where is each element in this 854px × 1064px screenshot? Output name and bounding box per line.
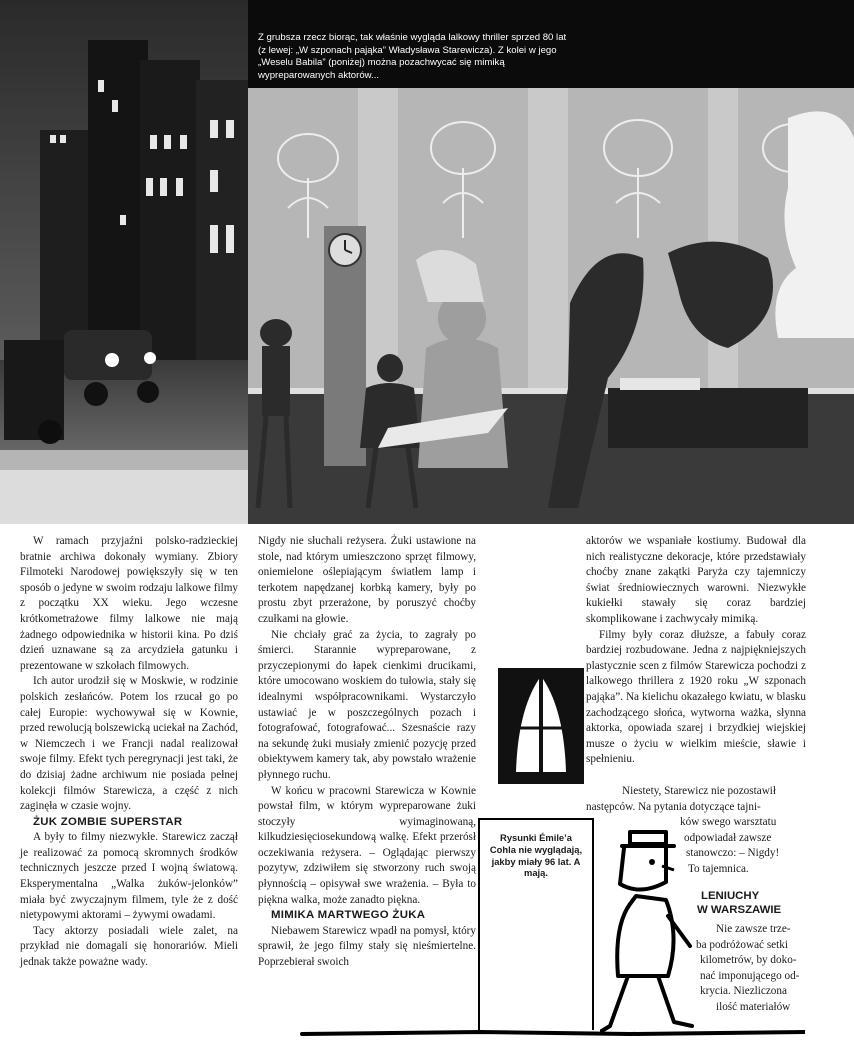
text-line: kilometrów, by doko- [700, 954, 797, 967]
paragraph: aktorów we wspaniałe kostiumy. Budował dla nich realistyczne dekoracje, które przedstawiały choćby znane zakątki Paryża czy tajemniczy świat średniowiecznych warowni. Niezwykłe kukiełki stawały się coraz bardziej skomplikowane i zachwycały mimiką. [586, 535, 806, 625]
text-line: stanowczo: – Nigdy! [686, 847, 780, 860]
text-line: ków swego warsztatu [680, 816, 777, 829]
section-heading: MIMIKA MARTWEGO ŻUKA [271, 909, 426, 922]
text-line: ba podróżować setki [696, 938, 788, 951]
article-column-2 [258, 534, 476, 971]
article-column-3 [586, 534, 806, 768]
paragraph: Filmy były coraz dłuższe, a fabuły coraz bardziej rozbudowane. Jedna z najpiękniejszych plastycznie scen z filmów Starewicza pochodzi z lalkowego thrillera z 1920 roku „W szponach pająka”. Na kielichu okazałego kwiatu, w blasku zachodzącego słońca, wytworna ważka, słynna aktorka, opowiada szarej i brzydkiej wiejskiej musze o życiu w wielkim mieście, sławie i spełnieniu. [586, 628, 806, 766]
walking-man-drawing [600, 826, 720, 1036]
text-line: To tajemnica. [688, 862, 749, 875]
text-line: następców. Na pytania dotyczące tajni- [586, 800, 761, 813]
paragraph: Niebawem Starewicz wpadł na pomysł, który sprawił, że jego filmy stały się nieśmiertelne. Poprzebierał swoich [258, 924, 476, 969]
paragraph: Nigdy nie słuchali reżysera. Żuki ustawione na stole, nad którym umieszczono sprzęt filmowy, oniemielone oślepiającym światłem lamp i terkotem napędzanej korbką kamery, były po prostu zbyt przerażone, by poruszyć choćby czułkami na głowie. [258, 535, 476, 625]
text-line: krycia. Niezliczona [700, 985, 787, 998]
drawing-note-box [478, 818, 594, 1030]
section-heading: ŻUK ZOMBIE SUPERSTAR [33, 815, 183, 828]
paragraph: Ich autor urodził się w Moskwie, w rodzinie polskich zesłańców. Potem los rzucał go po całej Europie: wychowywał się w Kownie, przed rewolucją bolszewicką uciekał na Zachód, w Niemczech i we Francji nadal realizował swoje filmy. Efekt tych peregrynacji jest taki, że do dzisiaj żadne archiwum nie posiada pełnej kolekcji filmów Starewicza, a część z nich zaginęła w czasie wojny. [20, 675, 238, 813]
paragraph: W końcu w pracowni Starewicza w Kownie powstał film, w którym wypreparowane żuki stoczyły wyimaginowaną, kilkudziesięciosekundową walkę. Efekt przerósł oczekiwania reżysera. – Oglądając pierwszy pozytyw, zdziwiłem się stworzony ruch swoją płynnością – opisywał swe wrażenia. – Była to piękna walka, może zanadto piękna. [258, 784, 476, 906]
text-line: odpowiadał zawsze [684, 831, 772, 844]
curtain-window-drawing [498, 668, 584, 784]
ground-line-drawing [300, 1024, 805, 1048]
photo-night-street [0, 0, 248, 524]
drawing-note: Rysunki Émile’a Cohla nie wyglądają, jakby miały 96 lat. A mają. [489, 832, 583, 879]
text-line: Nie zawsze trze- [716, 923, 791, 935]
article-column-1 [20, 534, 238, 971]
text-line: nać imponującego od- [700, 969, 800, 982]
paragraph: A były to filmy niezwykłe. Starewicz zaczął je realizować za pomocą skromnych środków technicznych jeszcze przed I wojną światową. Eksperymentalna „Walka żuków-jelonków” miała być zwyczajnym filmem, tyle że z dość nietypowymi aktorami – żywymi owadami. [20, 831, 238, 922]
text-line: Niestety, Starewicz nie pozostawił [622, 785, 776, 797]
section-heading-leniuchy: LENIUCHY W WARSZAWIE [697, 890, 782, 916]
photo-puppet-wedding-scene [248, 88, 854, 524]
paragraph: Tacy aktorzy posiadali wiele zalet, na przykład nie domagali się honorariów. Mieli jednak także poważne wady. [20, 924, 238, 969]
text-line: ilość materiałów [716, 1000, 791, 1013]
paragraph: Nie chciały grać za życia, to zagrały po śmierci. Starannie wypreparowane, z przyczepionymi do łapek cienkimi drucikami, które umocowano woskiem do tułowia, stały się idealnymi współpracownikami. Wystarczyło ustawiać je w poszczególnych pozach i fotografować, fotografować... Szesnaście razy na sekundę żuki musiały zmienić pozycję przed obiektywem kamery tak, aby powstało wrażenie płynnego ruchu. [258, 628, 476, 781]
paragraph: W ramach przyjaźni polsko-radzieckiej bratnie archiwa dokonały wymiany. Zbiory Filmoteki Narodowej powiększyły się w ten sposób o jedyne w swoim rodzaju lalkowe filmy z początku XX wieku. Jego wczesne krótkometrażowe filmy lalkowe nie mają żadnego odpowiednika w historii kina. Po dziś dzień uznawane są za arcydzieła gatunku i prezentowane w szkołach filmowych. [20, 535, 238, 672]
photo-caption: Z grubsza rzecz biorąc, tak właśnie wygląda lalkowy thriller sprzed 80 lat (z lewej: „W szponach pająka” Władysława Starewicza). Z kolei w jego „Weselu Babila” (poniżej) można pozachwycać się mimiką wypreparowanych aktorów... [258, 32, 567, 81]
